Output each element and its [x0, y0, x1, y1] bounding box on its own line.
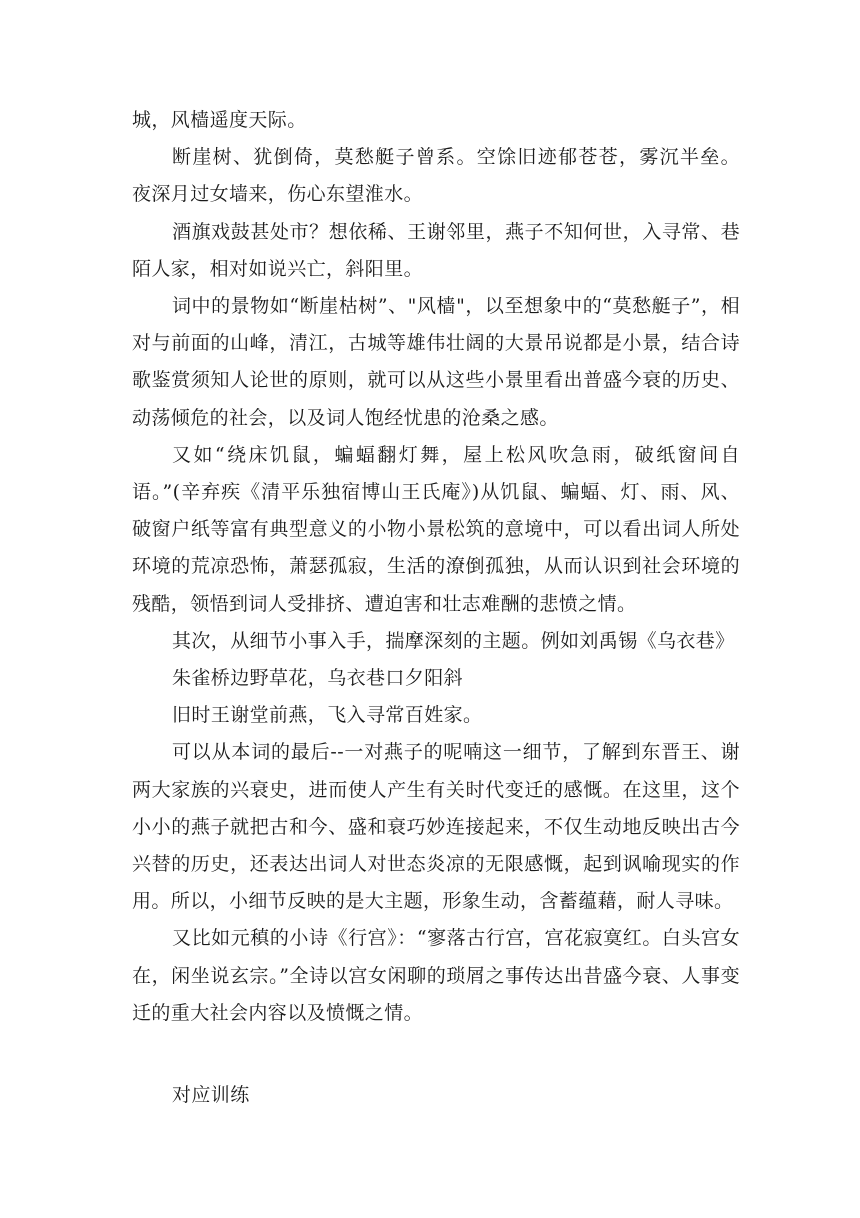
analysis-paragraph-detail: 其次，从细节小事入手，揣摩深刻的主题。例如刘禹锡《乌衣巷》: [172, 629, 735, 652]
poem-stanza-2: 酒旗戏鼓甚处市？想依稀、王谢邻里，燕子不知何世，入寻常、巷陌人家，相对如说兴亡，斜阳里。: [132, 220, 740, 280]
paragraph-spacer: [132, 1032, 740, 1069]
analysis-paragraph-scenery: 词中的景物如“断崖枯树”、"风樯"，以至想象中的“莫愁艇子”，相对与前面的山峰，清江，古城等雄伟壮阔的大景吊说都是小景，结合诗歌鉴赏须知人论世的原则，就可以从这些小景里看出普盛今衰的历史、动荡倾危的社会，以及词人饱经忧患的沧桑之感。: [132, 295, 740, 429]
poem-stanza-1: 断崖树、犹倒倚，莫愁艇子曾系。空馀旧迹郁苍苍，雾沉半垒。 夜深月过女墙来，伤心东望淮水。: [132, 146, 740, 206]
poem-line-2: 旧时王谢堂前燕，飞入寻常百姓家。: [172, 704, 483, 727]
poem-line-1: 朱雀桥边野草花，乌衣巷口夕阳斜: [172, 667, 464, 690]
document-body: [132, 102, 740, 1114]
analysis-paragraph-example: 又如“绕床饥鼠，蝙蝠翻灯舞，屋上松风吹急雨，破纸窗间自语。”(辛弃疾《清平乐独宿博山王氏庵》)从饥鼠、蝙蝠、灯、雨、风、破窗户纸等富有典型意义的小物小景松筑的意境中，可以看出词人所处环境的荒凉恐怖，萧瑟孤寂，生活的潦倒孤独，从而认识到社会环境的残酷，领悟到词人受排挤、遭迫害和壮志难酬的悲愤之情。: [132, 443, 740, 615]
analysis-paragraph-palace: 又比如元稹的小诗《行宫》：“寥落古行宫，宫花寂寞红。白头宫女在，闲坐说玄宗。”全诗以宫女闲聊的琐屑之事传达出昔盛今衰、人事变迁的重大社会内容以及愤慨之情。: [132, 927, 740, 1024]
paragraph-continuation: 城，风樯遥度天际。: [132, 109, 307, 131]
analysis-paragraph-swallow: 可以从本词的最后--一对燕子的呢喃这一细节，了解到东晋王、谢两大家族的兴衰史，进而使人产生有关时代变迁的感慨。在这里，这个小小的燕子就把古和今、盛和衰巧妙连接起来，不仅生动地反映出古今兴替的历史，还表达出词人对世态炎凉的无限感慨，起到讽喻现实的作用。所以，小细节反映的是大主题，形象生动，含蓄蕴藉，耐人寻味。: [132, 741, 740, 913]
section-heading: 对应训练: [172, 1084, 250, 1107]
